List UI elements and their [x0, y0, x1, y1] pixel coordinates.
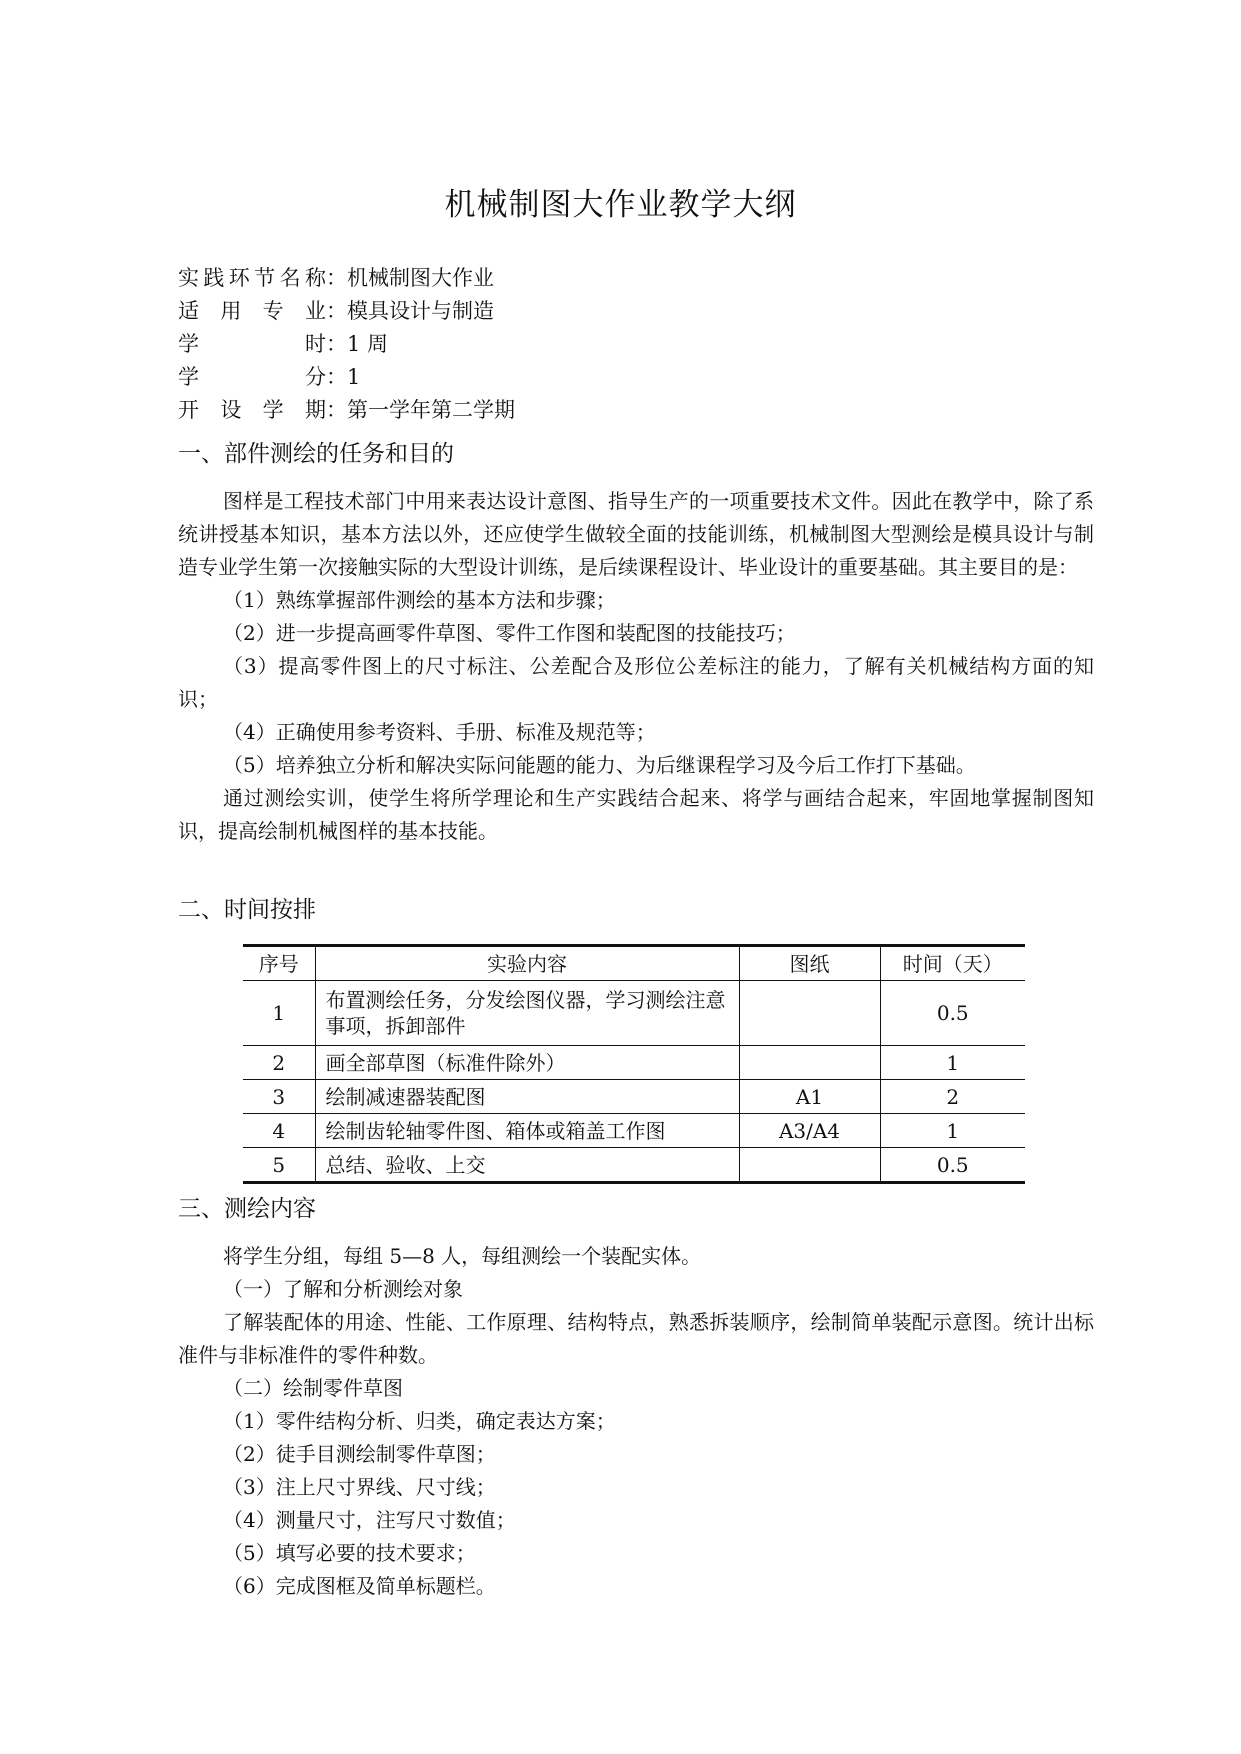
info-label [178, 295, 326, 328]
list-item: （3）注上尺寸界线、尺寸线； [223, 1475, 496, 1499]
table-cell-no: 1 [243, 981, 315, 1046]
section-heading: 一、部件测绘的任务和目的 [178, 441, 454, 467]
table-cell-no: 3 [243, 1080, 315, 1114]
info-label [178, 394, 326, 427]
table-cell-content: 绘制减速器装配图 [315, 1080, 739, 1114]
info-value: 第一学年第二学期 [347, 398, 515, 422]
info-colon: ： [326, 365, 347, 389]
table-row [243, 1046, 1025, 1080]
table-cell-paper: A1 [739, 1080, 880, 1114]
label-char: 名 [279, 266, 301, 290]
label-char: 开 [178, 398, 199, 422]
table-cell-content: 布置测绘任务，分发绘图仪器，学习测绘注意事项，拆卸部件 [315, 981, 739, 1046]
label-char: 学 [262, 398, 284, 422]
section1-closing: 通过测绘实训，使学生将所学理论和生产实践结合起来、将学与画结合起来，牢固地掌握制图知识，提高绘制机械图样的基本技能。 [178, 786, 1094, 843]
label-char: 实 [178, 266, 199, 290]
info-row-practice-name [178, 262, 515, 295]
label-char: 分 [305, 365, 326, 389]
subsection-title: （一）了解和分析测绘对象 [223, 1277, 463, 1301]
table-cell-time: 0.5 [880, 1148, 1025, 1183]
info-label [178, 361, 326, 394]
table-header: 时间（天） [880, 946, 1025, 981]
info-row-semester [178, 394, 515, 427]
label-char: 专 [262, 299, 284, 323]
table-row [243, 981, 1025, 1046]
subsection-title: （二）绘制零件草图 [223, 1376, 403, 1400]
table-row [243, 1114, 1025, 1148]
info-value: 模具设计与制造 [347, 299, 494, 323]
schedule-table [243, 944, 1025, 1184]
section1-intro: 图样是工程技术部门中用来表达设计意图、指导生产的一项重要技术文件。因此在教学中，除了系统讲授基本知识，基本方法以外，还应使学生做较全面的技能训练，机械制图大型测绘是模具设计与制造专业学生第一次接触实际的大型设计训练，是后续课程设计、毕业设计的重要基础。其主要目的是： [178, 489, 1094, 579]
info-colon: ： [326, 332, 347, 356]
label-char: 节 [254, 266, 276, 290]
table-cell-content: 总结、验收、上交 [315, 1148, 739, 1183]
label-char: 适 [178, 299, 199, 323]
info-row-credits [178, 361, 515, 394]
table-row [243, 1080, 1025, 1114]
info-row-major [178, 295, 515, 328]
section3-intro: 将学生分组，每组 5—8 人，每组测绘一个装配实体。 [223, 1244, 702, 1268]
table-cell-no: 2 [243, 1046, 315, 1080]
info-value: 1 [347, 365, 361, 389]
list-item: （1）熟练掌握部件测绘的基本方法和步骤； [223, 588, 616, 612]
document-title: 机械制图大作业教学大纲 [444, 187, 797, 223]
label-char: 学 [178, 332, 199, 356]
label-char: 时 [305, 332, 326, 356]
table-header: 序号 [243, 946, 315, 981]
section3-body [178, 1240, 1094, 1603]
section1-body [178, 485, 1094, 848]
table-cell-time: 1 [880, 1114, 1025, 1148]
table-header: 实验内容 [315, 946, 739, 981]
table-cell-time: 2 [880, 1080, 1025, 1114]
table-cell-paper [739, 981, 880, 1046]
subsection-text: 了解装配体的用途、性能、工作原理、结构特点，熟悉拆装顺序，绘制简单装配示意图。统计出标准件与非标准件的零件种数。 [178, 1310, 1094, 1367]
table-cell-paper: A3/A4 [739, 1114, 880, 1148]
table-cell-paper [739, 1148, 880, 1183]
section-heading: 三、测绘内容 [178, 1196, 316, 1222]
list-item: （4）正确使用参考资料、手册、标准及规范等； [223, 720, 656, 744]
info-colon: ： [326, 398, 347, 422]
info-label [178, 328, 326, 361]
label-char: 学 [178, 365, 199, 389]
label-char: 业 [304, 299, 326, 323]
list-item: （1）零件结构分析、归类，确定表达方案； [223, 1409, 616, 1433]
info-colon: ： [326, 299, 347, 323]
list-item: （5）填写必要的技术要求； [223, 1541, 476, 1565]
info-value: 1 周 [347, 332, 389, 356]
list-item: （2）进一步提高画零件草图、零件工作图和装配图的技能技巧； [223, 621, 796, 645]
label-char: 设 [220, 398, 242, 422]
list-item: （4）测量尺寸，注写尺寸数值； [223, 1508, 516, 1532]
info-label [178, 262, 326, 295]
table-cell-content: 绘制齿轮轴零件图、箱体或箱盖工作图 [315, 1114, 739, 1148]
list-item: （5）培养独立分析和解决实际问能题的能力、为后继课程学习及今后工作打下基础。 [223, 753, 976, 777]
table-header: 图纸 [739, 946, 880, 981]
table-cell-no: 5 [243, 1148, 315, 1183]
list-item: （2）徒手目测绘制零件草图； [223, 1442, 496, 1466]
table-cell-no: 4 [243, 1114, 315, 1148]
table-cell-paper [739, 1046, 880, 1080]
label-char: 称 [304, 266, 326, 290]
table-cell-time: 1 [880, 1046, 1025, 1080]
list-item: （6）完成图框及简单标题栏。 [223, 1574, 496, 1598]
label-char: 期 [304, 398, 326, 422]
table-cell-time: 0.5 [880, 981, 1025, 1046]
label-char: 用 [220, 299, 242, 323]
table-header-row [243, 946, 1025, 981]
list-item: （3）提高零件图上的尺寸标注、公差配合及形位公差标注的能力，了解有关机械结构方面的知识； [178, 654, 1094, 711]
label-char: 环 [228, 266, 250, 290]
info-value: 机械制图大作业 [347, 266, 494, 290]
section-heading: 二、时间按排 [178, 897, 316, 923]
info-colon: ： [326, 266, 347, 290]
table-row [243, 1148, 1025, 1183]
course-info [178, 262, 515, 427]
table-cell-content: 画全部草图（标准件除外） [315, 1046, 739, 1080]
info-row-hours [178, 328, 515, 361]
label-char: 践 [203, 266, 225, 290]
